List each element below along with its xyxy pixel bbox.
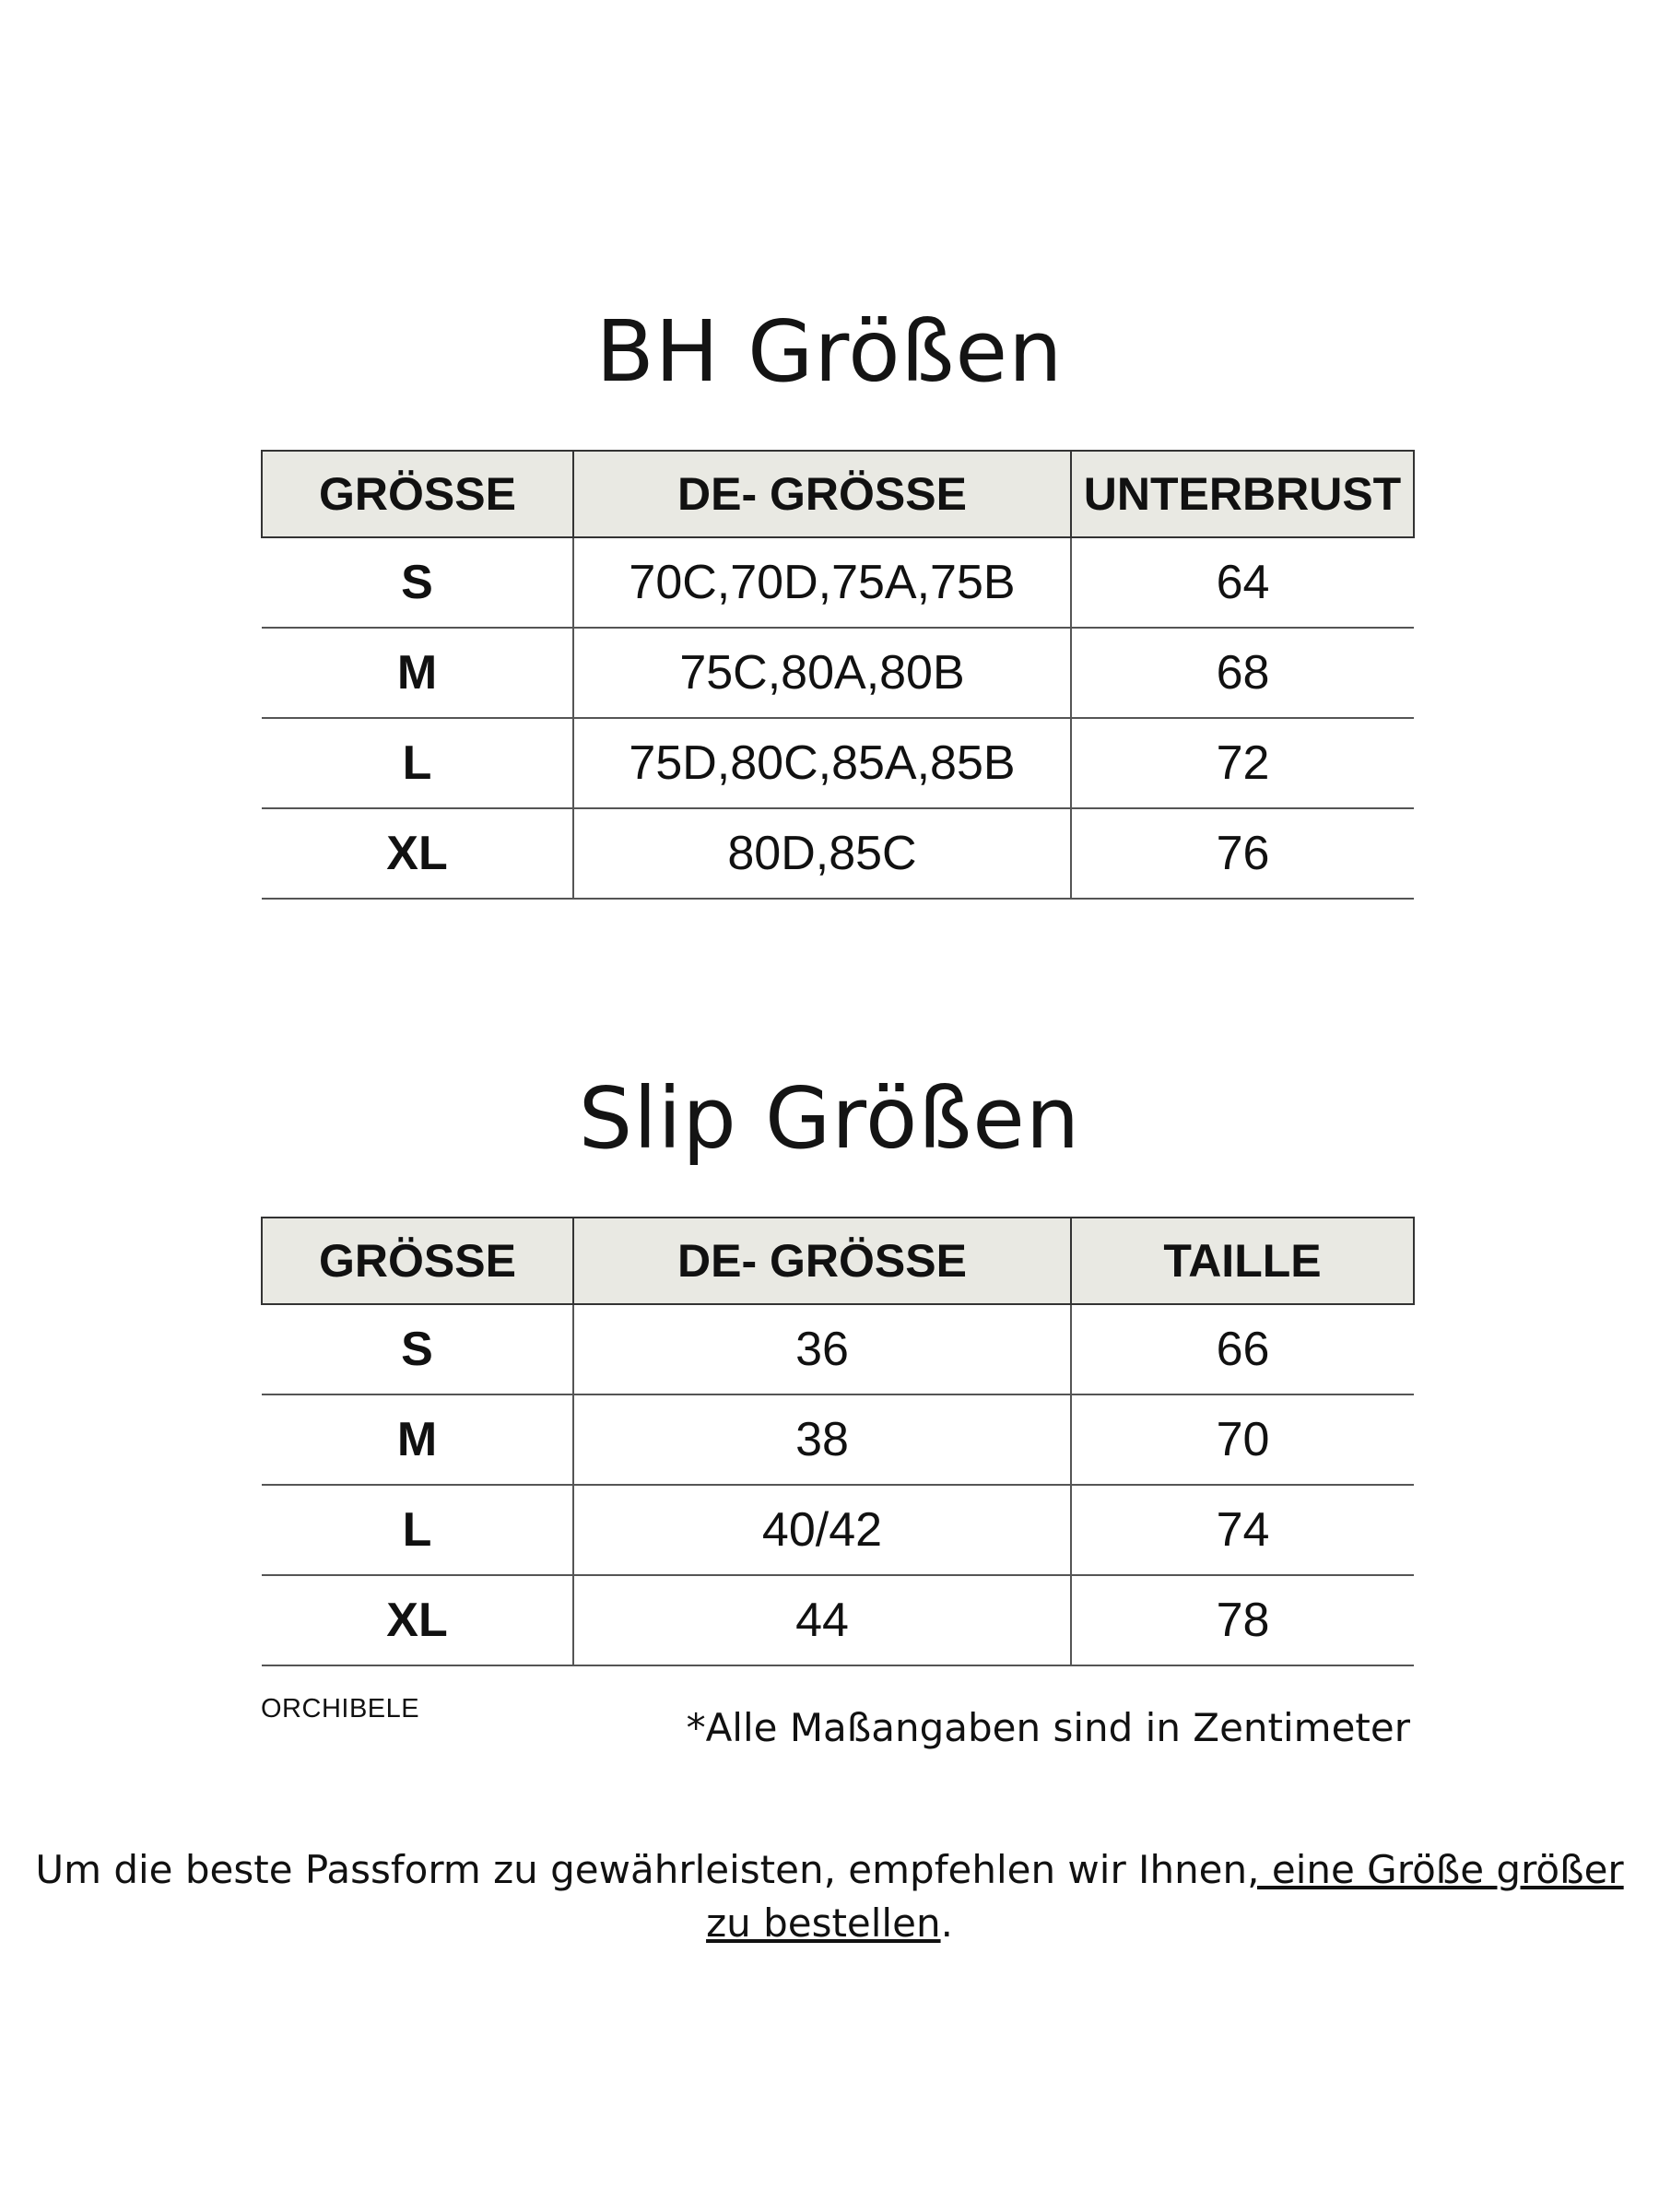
table-row — [262, 1485, 1414, 1575]
waist-cell: 70 — [1071, 1394, 1414, 1485]
underbust-cell: 68 — [1071, 628, 1414, 718]
de-size-cell: 38 — [573, 1394, 1071, 1485]
bh-size-table — [261, 450, 1415, 900]
table-row — [262, 628, 1414, 718]
table-header-row — [262, 451, 1414, 537]
table-row — [262, 1394, 1414, 1485]
slip-size-table — [261, 1217, 1415, 1666]
size-cell: L — [262, 718, 573, 808]
size-cell: S — [262, 1304, 573, 1394]
table-row — [262, 1575, 1414, 1665]
size-cell: M — [262, 1394, 573, 1485]
brand-label: ORCHIBELE — [261, 1694, 420, 1724]
size-cell: M — [262, 628, 573, 718]
size-cell: XL — [262, 1575, 573, 1665]
waist-cell: 66 — [1071, 1304, 1414, 1394]
size-cell: S — [262, 537, 573, 628]
slip-sizes-title: Slip Größen — [578, 1069, 1081, 1168]
de-size-cell: 75C,80A,80B — [573, 628, 1071, 718]
de-size-cell: 44 — [573, 1575, 1071, 1665]
underbust-cell: 64 — [1071, 537, 1414, 628]
column-header-de-size: DE- GRÖSSE — [573, 1218, 1071, 1304]
fit-recommendation — [18, 1843, 1641, 1950]
underbust-cell: 72 — [1071, 718, 1414, 808]
unit-note: *Alle Maßangaben sind in Zentimeter — [686, 1705, 1410, 1750]
waist-cell: 74 — [1071, 1485, 1414, 1575]
table-row — [262, 808, 1414, 899]
column-header-underbust: UNTERBRUST — [1071, 451, 1414, 537]
underbust-cell: 76 — [1071, 808, 1414, 899]
bh-sizes-title: BH Größen — [595, 302, 1064, 401]
recommendation-period: . — [940, 1900, 953, 1946]
column-header-de-size: DE- GRÖSSE — [573, 451, 1071, 537]
recommendation-text: Um die beste Passform zu gewährleisten, empfehlen wir Ihnen — [35, 1847, 1248, 1892]
de-size-cell: 75D,80C,85A,85B — [573, 718, 1071, 808]
de-size-cell: 70C,70D,75A,75B — [573, 537, 1071, 628]
de-size-cell: 80D,85C — [573, 808, 1071, 899]
table-row — [262, 537, 1414, 628]
waist-cell: 78 — [1071, 1575, 1414, 1665]
recommendation-emphasis: , eine Größe größer zu bestellen — [706, 1847, 1624, 1946]
column-header-size: GRÖSSE — [262, 451, 573, 537]
de-size-cell: 36 — [573, 1304, 1071, 1394]
size-cell: L — [262, 1485, 573, 1575]
table-row — [262, 1304, 1414, 1394]
de-size-cell: 40/42 — [573, 1485, 1071, 1575]
size-cell: XL — [262, 808, 573, 899]
column-header-size: GRÖSSE — [262, 1218, 573, 1304]
table-row — [262, 718, 1414, 808]
column-header-waist: TAILLE — [1071, 1218, 1414, 1304]
table-header-row — [262, 1218, 1414, 1304]
